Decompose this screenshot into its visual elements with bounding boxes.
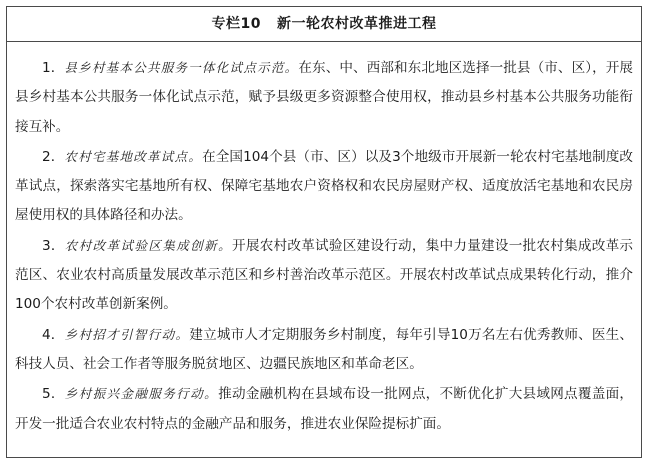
item-heading: 农村改革试验区集成创新。 xyxy=(64,237,233,253)
item-body: 在全国104个县（市、区）以及3个地级市开展新一轮农村宅基地制度改革试点，探索落实宅基地所有权、保障宅基地农户资格权和农民房屋财产权、适度放活宅基地和农民房屋使用权的具体路径和办法。 xyxy=(15,148,633,224)
item-number: 5． xyxy=(42,386,65,403)
list-item xyxy=(15,142,633,231)
item-heading: 县乡村基本公共服务一体化试点示范。 xyxy=(64,60,299,75)
item-heading: 农村宅基地改革试点。 xyxy=(64,148,203,164)
item-heading: 乡村振兴金融服务行动。 xyxy=(64,386,219,402)
item-body: 建立城市人才定期服务乡村制度，每年引导10万名左右优秀教师、医生、科技人员、社会工作者等服务脱贫地区、边疆民族地区和革命老区。 xyxy=(15,326,634,372)
box-title-number: 专栏10 xyxy=(211,16,261,32)
item-body: 开展农村改革试验区建设行动，集中力量建设一批农村集成改革示范区、农业农村高质量发展改革示范区和乡村善治改革示范区。开展农村改革试点成果转化行动，推介100个农村改革创新案例。 xyxy=(15,237,633,313)
item-number: 4． xyxy=(42,326,65,343)
item-heading: 乡村招才引智行动。 xyxy=(64,326,190,342)
list-item xyxy=(15,320,633,380)
list-item xyxy=(15,379,633,439)
list-item xyxy=(15,53,633,142)
item-body: 推动金融机构在县域布设一批网点，不断优化扩大县域网点覆盖面，开发一批适合农业农村特点的金融产品和服务，推进农业保险提标扩面。 xyxy=(15,386,634,432)
item-body: 在东、中、西部和东北地区选择一批县（市、区），开展县乡村基本公共服务一体化试点示范，赋予县级更多资源整合使用权，推动县乡村基本公共服务功能衔接互补。 xyxy=(15,60,633,135)
feature-box xyxy=(6,6,642,458)
box-body xyxy=(7,42,641,439)
item-number: 3． xyxy=(42,237,65,254)
box-title-text: 新一轮农村改革推进工程 xyxy=(276,16,437,32)
item-number: 2． xyxy=(42,148,65,165)
box-title xyxy=(7,7,641,42)
item-number: 1． xyxy=(42,60,65,76)
list-item xyxy=(15,231,633,320)
